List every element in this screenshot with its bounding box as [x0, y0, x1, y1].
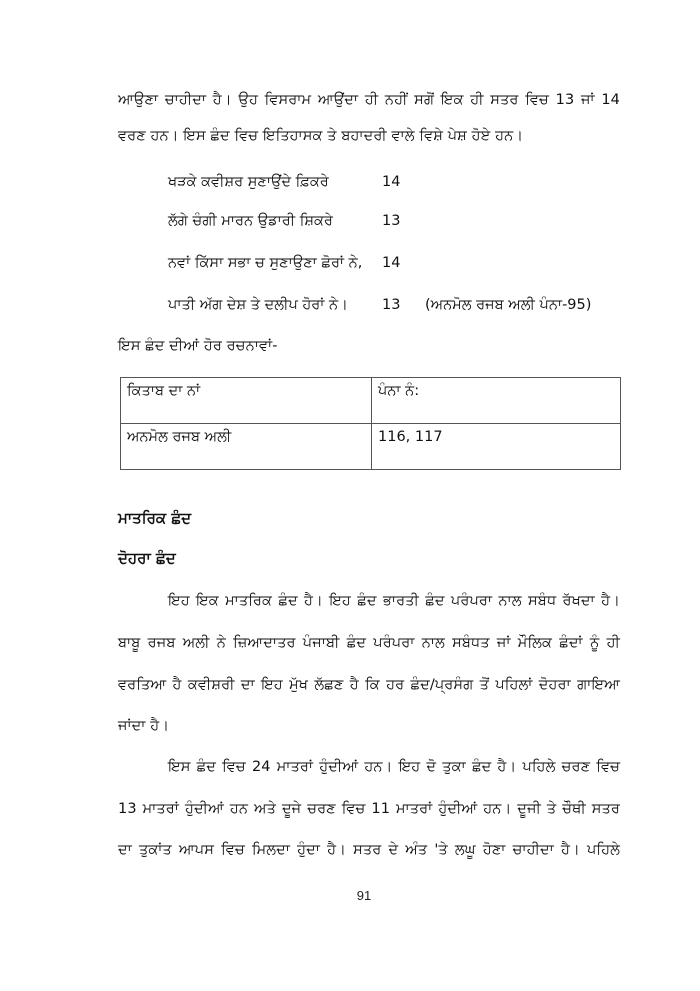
paragraph-line: ਵਰਤਿਆ ਹੈ ਕਵੀਸ਼ਰੀ ਦਾ ਇਹ ਮੁੱਖ ਲੱਛਣ ਹੈ ਕਿ ਹਰ ਛੰਦ/ਪ੍ਰਸੰਗ ਤੋਂ ਪਹਿਲਾਂ ਦੋਹਰਾ ਗਾਇਆ: [118, 677, 620, 693]
table-header-page-number: ਪੰਨਾ ਨੰ:: [372, 378, 621, 424]
paragraph-line: ਆਉਣਾ ਚਾਹੀਦਾ ਹੈ। ਉਹ ਵਿਸਰਾਮ ਆਉਂਦਾ ਹੀ ਨਹੀਂ ਸਗੋਂ ਇਕ ਹੀ ਸਤਰ ਵਿਚ 13 ਜਾਂ 14: [118, 92, 620, 108]
table-cell-page-number: 116, 117: [372, 424, 621, 470]
section-heading: ਮਾਤਰਿਕ ਛੰਦ: [118, 509, 192, 527]
paragraph-line: ਦਾ ਤੁਕਾਂਤ ਆਪਸ ਵਿਚ ਮਿਲਦਾ ਹੁੰਦਾ ਹੈ। ਸਤਰ ਦੇ ਅੰਤ 'ਤੇ ਲਘੂ ਹੋਣਾ ਚਾਹੀਦਾ ਹੈ। ਪਹਿਲੇ: [118, 842, 620, 858]
table-cell-book-name: ਅਨਮੋਲ ਰਜਬ ਅਲੀ: [121, 424, 372, 470]
verse-syllable-count: 13: [382, 213, 401, 229]
paragraph-line: ਵਰਣ ਹਨ। ਇਸ ਛੰਦ ਵਿਚ ਇਤਿਹਾਸਕ ਤੇ ਬਹਾਦਰੀ ਵਾਲੇ ਵਿਸ਼ੇ ਪੇਸ਼ ਹੋਏ ਹਨ।: [118, 128, 524, 144]
verse-line: ਪਾਤੀ ਅੱਗ ਦੇਸ਼ ਤੇ ਦਲੀਪ ਹੋਰਾਂ ਨੇ।: [168, 297, 348, 313]
paragraph-line: ਜਾਂਦਾ ਹੈ।: [118, 718, 170, 734]
page-number: 91: [356, 888, 372, 903]
table-header-row: [121, 378, 621, 424]
paragraph-line: ਇਸ ਛੰਦ ਵਿਚ 24 ਮਾਤਰਾਂ ਹੁੰਦੀਆਂ ਹਨ। ਇਹ ਦੋ ਤੁਕਾ ਛੰਦ ਹੈ। ਪਹਿਲੇ ਚਰਣ ਵਿਚ: [168, 759, 620, 775]
subsection-heading: ਦੋਹਰਾ ਛੰਦ: [118, 549, 176, 567]
paragraph-line: ਬਾਬੂ ਰਜਬ ਅਲੀ ਨੇ ਜ਼ਿਆਦਾਤਰ ਪੰਜਾਬੀ ਛੰਦ ਪਰੰਪਰਾ ਨਾਲ ਸਬੰਧਤ ਜਾਂ ਮੌਲਿਕ ਛੰਦਾਂ ਨੂੰ ਹੀ: [118, 635, 620, 651]
verse-citation: (ਅਨਮੋਲ ਰਜਬ ਅਲੀ ਪੰਨਾ-95): [425, 297, 592, 313]
paragraph-line: 13 ਮਾਤਰਾਂ ਹੁੰਦੀਆਂ ਹਨ ਅਤੇ ਦੂਜੇ ਚਰਣ ਵਿਚ 11 ਮਾਤਰਾਂ ਹੁੰਦੀਆਂ ਹਨ। ਦੂਜੀ ਤੇ ਚੌਥੀ ਸਤਰ: [118, 801, 620, 817]
verse-line: ਖੜਕੇ ਕਵੀਸ਼ਰ ਸੁਣਾਉਂਦੇ ਫ਼ਿਕਰੇ: [168, 174, 329, 190]
paragraph-line: ਇਹ ਇਕ ਮਾਤਰਿਕ ਛੰਦ ਹੈ। ਇਹ ਛੰਦ ਭਾਰਤੀ ਛੰਦ ਪਰੰਪਰਾ ਨਾਲ ਸਬੰਧ ਰੱਖਦਾ ਹੈ।: [168, 593, 620, 609]
table-header-book-name: ਕਿਤਾਬ ਦਾ ਨਾਂ: [121, 378, 372, 424]
verse-syllable-count: 14: [382, 255, 401, 271]
table-row: [121, 424, 621, 470]
other-works-label: ਇਸ ਛੰਦ ਦੀਆਂ ਹੋਰ ਰਚਨਾਵਾਂ-: [118, 338, 278, 354]
reference-table: [120, 377, 621, 470]
verse-syllable-count: 14: [382, 174, 401, 190]
verse-line: ਲੱਗੇ ਚੰਗੀ ਮਾਰਨ ਉਡਾਰੀ ਸ਼ਿਕਰੇ: [168, 213, 333, 229]
verse-line: ਨਵਾਂ ਕਿੱਸਾ ਸਭਾ ਚ ਸੁਣਾਉਣਾ ਛੋਰਾਂ ਨੇ,: [168, 255, 363, 271]
verse-syllable-count: 13: [382, 297, 401, 313]
